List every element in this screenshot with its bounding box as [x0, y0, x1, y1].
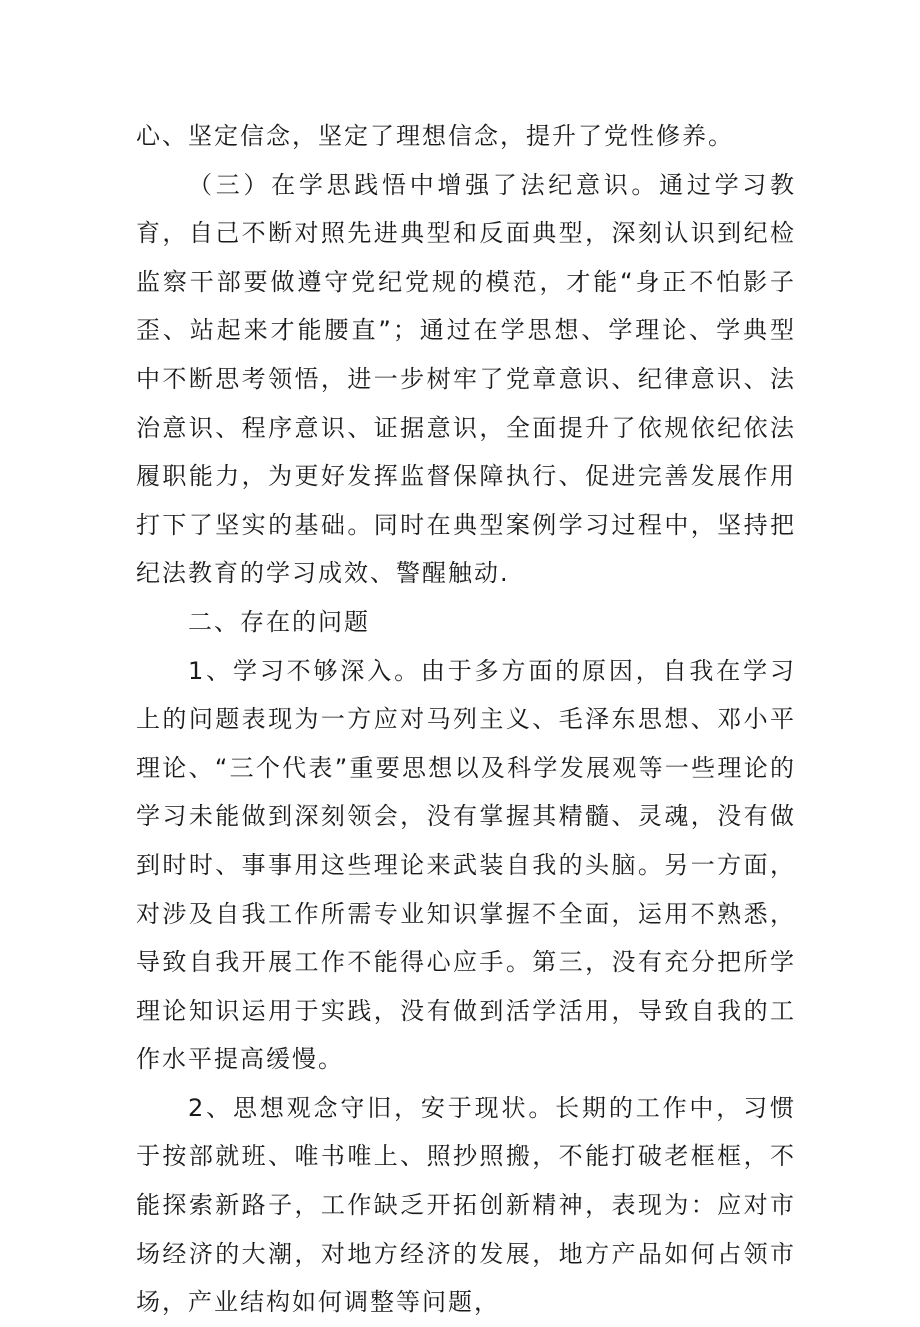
section-heading-problems: 二、存在的问题 [188, 607, 370, 636]
document-body [136, 112, 796, 1327]
continuation-paragraph: 心、坚定信念，坚定了理想信念，提升了党性修养。 [136, 122, 734, 150]
issue-two-paragraph: 2、思想观念守旧，安于现状。长期的工作中，习惯于按部就班、唯书唯上、照抄照搬，不能打破老框框，不能探索新路子，工作缺乏开拓创新精神，表现为：应对市场经济的大潮，对地方经济的发展，地方产品如何占领市场，产业结构如何调整等问题， [136, 1093, 796, 1317]
issue-one-paragraph: 1、学习不够深入。由于多方面的原因，自我在学习上的问题表现为一方应对马列主义、毛泽东思想、邓小平理论、“三个代表”重要思想以及科学发展观等一些理论的学习未能做到深刻领会，没有掌握其精髓、灵魂，没有做到时时、事事用这些理论来武装自我的头脑。另一方面，对涉及自我工作所需专业知识掌握不全面，运用不熟悉，导致自我开展工作不能得心应手。第三，没有充分把所学理论知识运用于实践，没有做到活学活用，导致自我的工作水平提高缓慢。 [136, 656, 796, 1074]
section-three-paragraph: （三）在学思践悟中增强了法纪意识。通过学习教育，自己不断对照先进典型和反面典型，深刻认识到纪检监察干部要做遵守党纪党规的模范，才能“身正不怕影子歪、站起来才能腰直”；通过在学思想、学理论、学典型中不断思考领悟，进一步树牢了党章意识、纪律意识、法治意识、程序意识、证据意识，全面提升了依规依纪依法履职能力，为更好发挥监督保障执行、促进完善发展作用打下了坚实的基础。同时在典型案例学习过程中，坚持把纪法教育的学习成效、警醒触动. [136, 170, 796, 588]
